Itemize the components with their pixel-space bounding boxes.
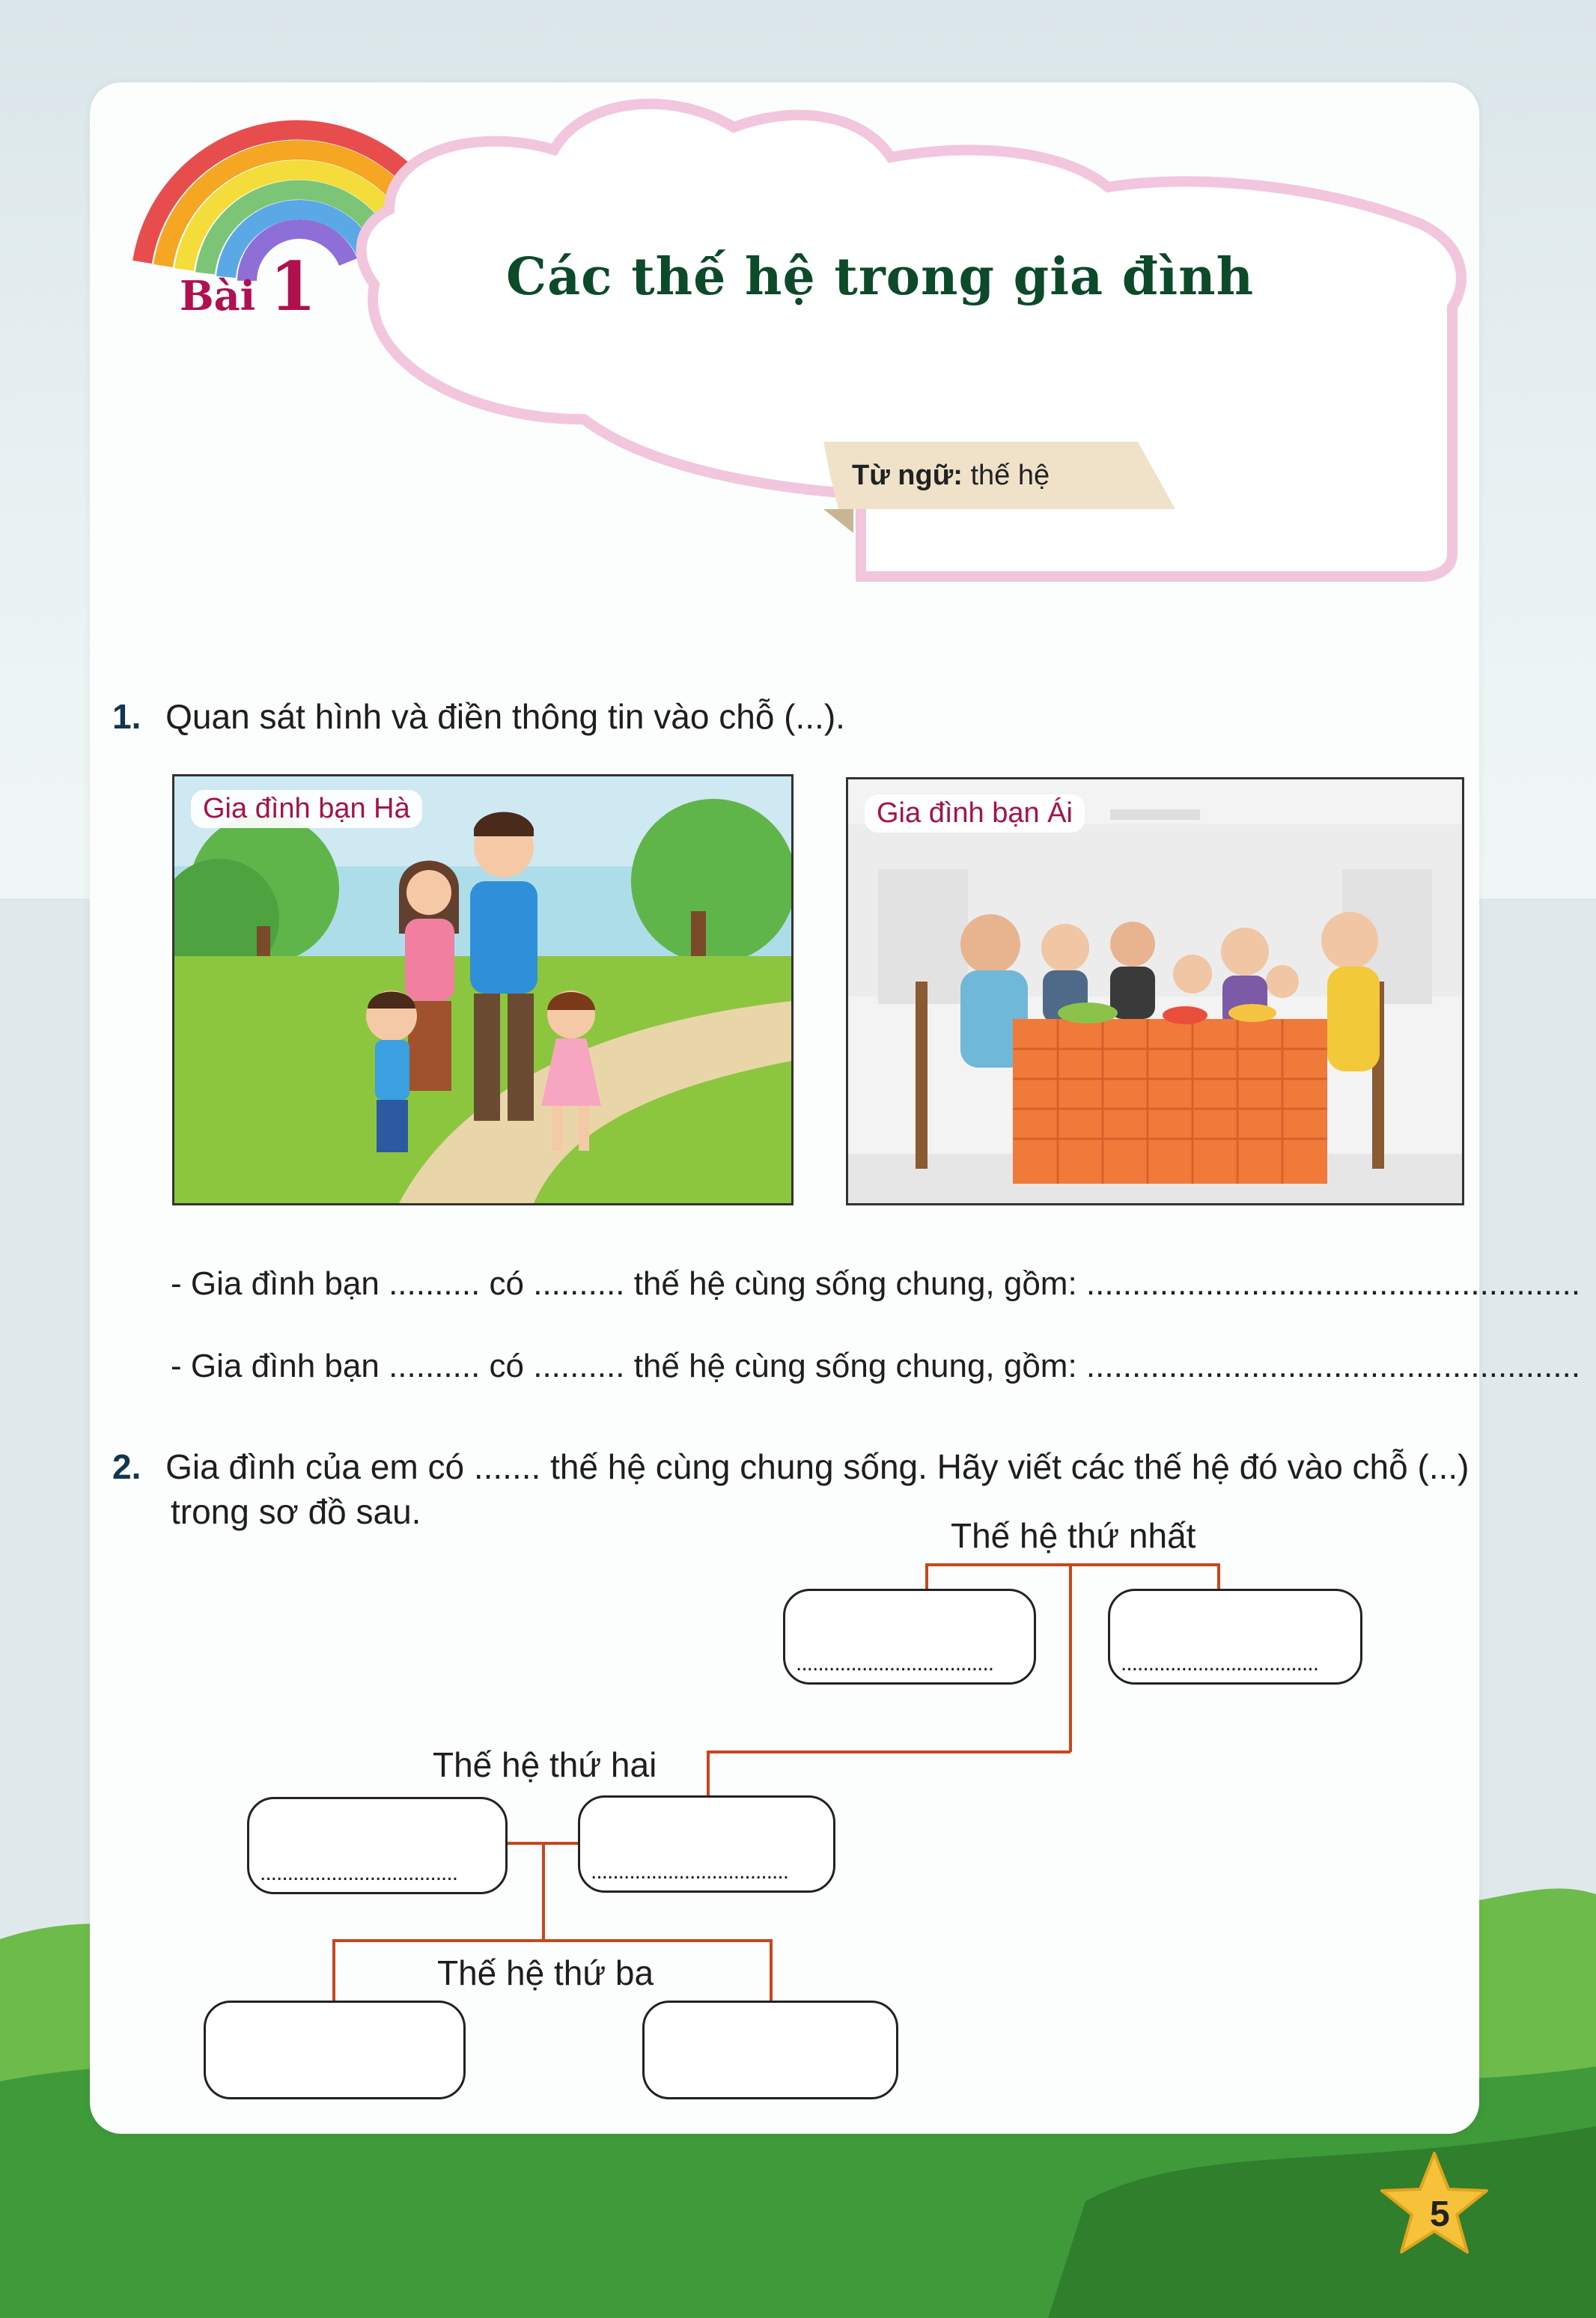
vocab-label: Từ ngữ: — [852, 460, 963, 491]
lesson-label — [180, 247, 317, 326]
vocab-word: thế hệ — [970, 460, 1050, 491]
question-1-text: Quan sát hình và điền thông tin vào chỗ (...). — [165, 697, 845, 736]
question-2-text-line1: Gia đình của em có ....... thế hệ cùng chung sống. Hãy viết các thế hệ đó vào chỗ (...) — [165, 1447, 1469, 1486]
generation-2-box-1-dots: .................................... — [260, 1861, 458, 1885]
generation-3-box-1[interactable] — [204, 2001, 466, 2099]
generation-1-box-2-dots: .................................... — [1121, 1651, 1319, 1676]
fill-line-2[interactable]: - Gia đình bạn .......... có .......... thế hệ cùng sống chung, gồm: ...................................................... — [171, 1348, 1581, 1384]
generation-1-box-1[interactable] — [783, 1589, 1036, 1685]
generation-1-label: Thế hệ thứ nhất — [951, 1516, 1196, 1555]
ha-family-illustration — [174, 776, 791, 1203]
lesson-number: 1 — [269, 247, 317, 326]
question-2-text-line2: trong sơ đồ sau. — [171, 1492, 421, 1531]
generation-1-box-2[interactable] — [1108, 1589, 1362, 1685]
photo-ai-family — [846, 777, 1464, 1205]
generation-2-box-2[interactable] — [578, 1795, 835, 1893]
fill-line-1[interactable]: - Gia đình bạn .......... có .......... thế hệ cùng sống chung, gồm: ...................................................... — [171, 1265, 1581, 1302]
lesson-title: Các thế hệ trong gia đình — [506, 247, 1255, 307]
page-number: 5 — [1430, 2194, 1450, 2234]
question-1-number: 1. — [112, 697, 141, 736]
question-1 — [112, 696, 845, 737]
generation-2-label: Thế hệ thứ hai — [433, 1745, 657, 1784]
caption-ha-family: Gia đình bạn Hà — [191, 790, 422, 828]
caption-ai-family: Gia đình bạn Ái — [865, 794, 1085, 833]
question-2-number: 2. — [112, 1447, 141, 1486]
ai-family-illustration — [848, 779, 1462, 1203]
question-2 — [112, 1447, 1469, 1487]
generation-2-box-2-dots: .................................... — [591, 1859, 789, 1884]
photo-ha-family — [172, 774, 794, 1205]
generation-3-label: Thế hệ thứ ba — [437, 1953, 654, 1992]
lesson-label-text: Bài — [180, 272, 256, 320]
generation-1-box-1-dots: .................................... — [796, 1651, 994, 1676]
vocab-tag — [852, 460, 1050, 492]
generation-3-box-2[interactable] — [642, 2001, 898, 2099]
generation-2-box-1[interactable] — [247, 1797, 508, 1894]
